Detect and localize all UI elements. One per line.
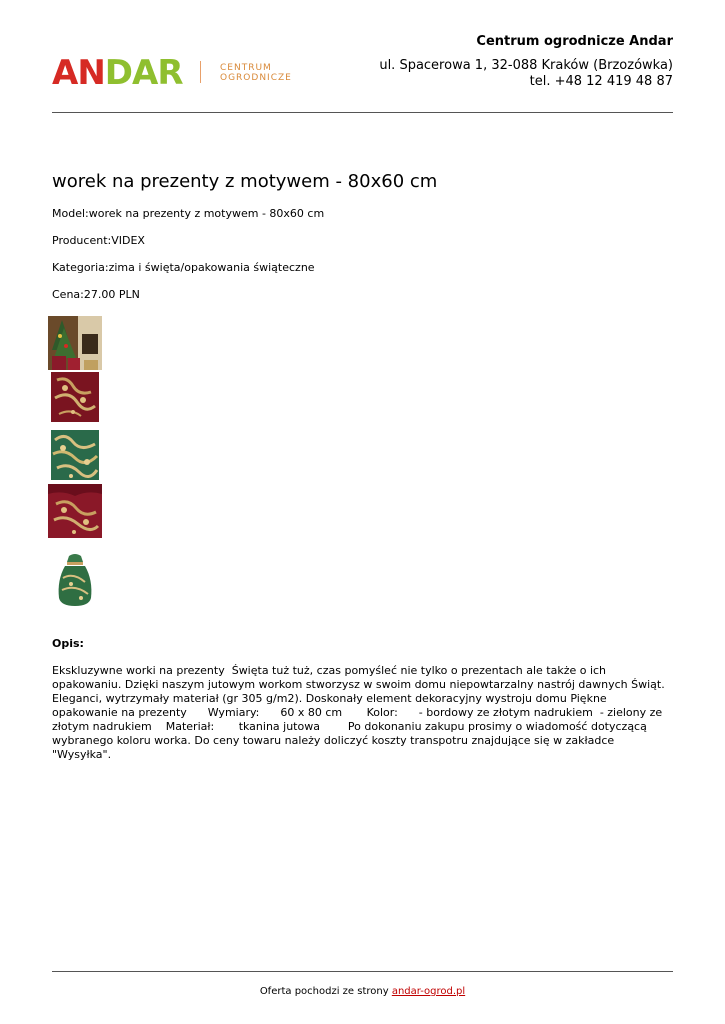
product-price: Cena:27.00 PLN: [52, 288, 140, 301]
andar-logo: [52, 53, 292, 93]
description-heading: Opis:: [52, 637, 84, 650]
header-divider: [52, 112, 673, 113]
footer-text: Oferta pochodzi ze strony: [259, 986, 392, 997]
logo-subtitle-line2: OGRODNICZE: [220, 73, 292, 83]
product-title: worek na prezenty z motywem - 80x60 cm: [52, 171, 438, 192]
company-contact: [379, 58, 673, 90]
product-image-3[interactable]: [51, 430, 99, 480]
product-producer: Producent:VIDEX: [52, 234, 145, 247]
product-image-2[interactable]: [51, 372, 99, 422]
product-image-1[interactable]: [48, 316, 102, 370]
company-address: ul. Spacerowa 1, 32-088 Kraków (Brzozówka): [379, 58, 673, 73]
company-name: Centrum ogrodnicze Andar: [476, 34, 673, 49]
footer-link[interactable]: andar-ogrod.pl: [391, 986, 466, 997]
logo-text-red: AN: [52, 53, 105, 93]
logo-subtitle: [220, 63, 292, 83]
company-phone: tel. +48 12 419 48 87: [529, 74, 673, 89]
product-image-4[interactable]: [48, 484, 102, 538]
product-model: Model:worek na prezenty z motywem - 80x60 cm: [52, 207, 325, 220]
footer: [0, 986, 725, 997]
product-category: Kategoria:zima i święta/opakowania świąteczne: [52, 261, 315, 274]
product-image-5[interactable]: [53, 552, 97, 608]
footer-divider: [52, 971, 673, 972]
logo-text-green: DAR: [104, 53, 183, 93]
logo-wordmark: [52, 53, 183, 93]
logo-subtitle-line1: CENTRUM: [220, 63, 272, 73]
description-text: Ekskluzywne worki na prezenty Święta tuż tuż, czas pomyśleć nie tylko o prezentach ale także o ich opakowaniu. Dzięki naszym jutowym workom stworzysz w swoim domu niepowtarzalny nastrój dawnych Świąt. Eleganci, wytrzymały materiał (gr 305 g/m2). Doskonały element dekoracyjny wystroju domu Piękne opakowanie na prezenty Wymiary: 60 x 80 cm Kolor: - bordowy ze złotym nadrukiem - zielony ze złotym nadrukiem Materiał: tkanina jutowa Po dokonaniu zakupu prosimy o wiadomość dotyczącą wybranego koloru worka. Do ceny towaru należy doliczyć koszty transpotru znajdujące się w zakładce "Wysyłka".: [52, 664, 665, 761]
logo-divider: [200, 61, 201, 83]
